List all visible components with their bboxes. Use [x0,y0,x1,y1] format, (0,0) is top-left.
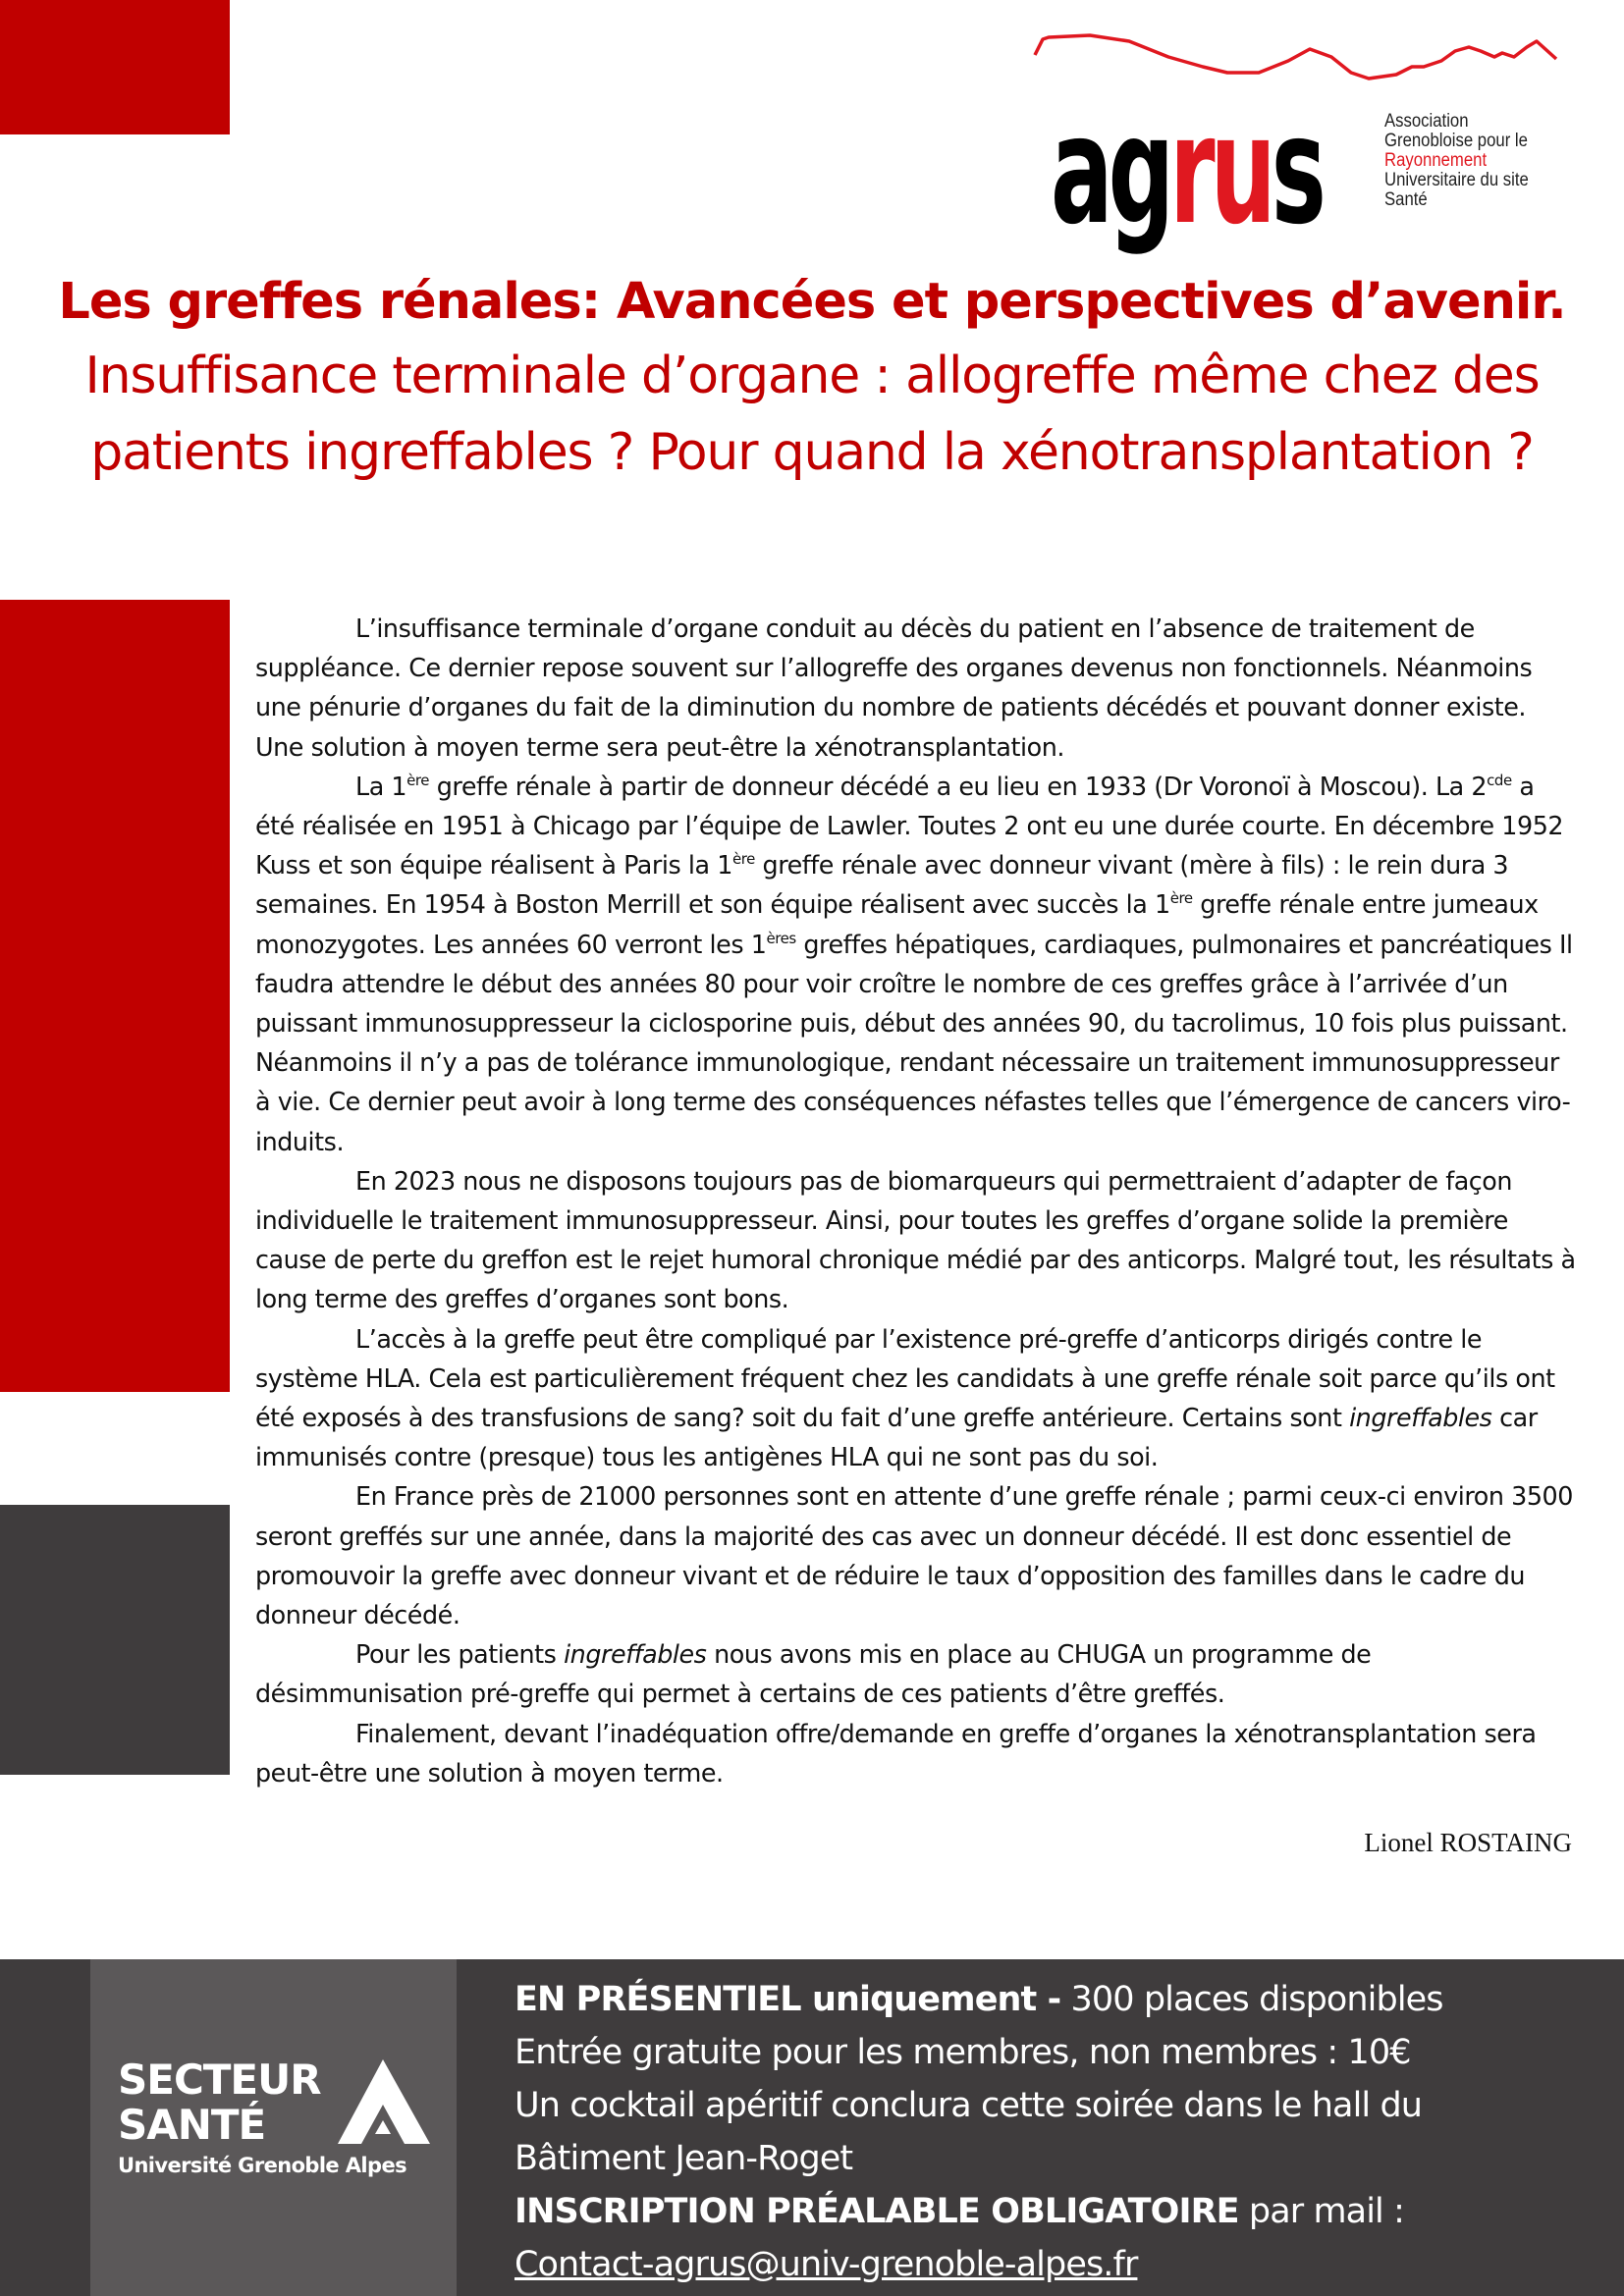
paragraph: En France près de 21000 personnes sont en attente d’une greffe rénale ; parmi ceux-ci environ 3500 seront greffés sur une année, dans la majorité des cas avec un donneur décédé. Il est donc essentiel de promouvoir la greffe avec donneur vivant et de réduire le taux d’opposition des familles dans le cadre du donneur décédé. [255,1481,1573,1630]
event-info-line: Bâtiment Jean-Roget [514,2139,853,2178]
logo-line: Rayonnement [1384,150,1488,171]
footer [0,1959,1624,2296]
paragraph: La 1ère greffe rénale à partir de donneur décédé a eu lieu en 1933 (Dr Voronoï à Moscou). La $2^{cde}$ a été réalisée en 1951 à Chicago par l’équipe de Lawler. Toutes 2 ont eu une durée courte. En décembre 1952 Kuss et son équipe réalisent à Paris la 1ère greffe rénale avec donneur vivant (mère à fils) : le rein dura 3 semaines. En 1954 à Boston Merrill et son équipe réalisent avec succès la 1ère greffe rénale entre jumeaux monozygotes. Les années 60 verront les 1ères greffes hépatiques, cardiaques, pulmonaires et pancréatiques Il faudra attendre le début des années 80 pour voir croître le nombre de ces greffes grâce à l’arrivée d’un puissant immunosuppresseur la ciclosporine puis, début des années 90, du tacrolimus, 10 fois plus puissant. Néanmoins il n’y a pas de tolérance immunologique, rendant nécessaire un traitement immunosuppresseur à vie. Ce dernier peut avoir à long terme des conséquences néfastes telles que l’émergence de cancers viro-induits. [255,771,1573,1156]
author-signature: Lionel ROSTAING [1364,1828,1572,1857]
decorative-red-bar-top [0,0,230,134]
agrus-logo [1031,27,1561,257]
paragraph: Pour les patients ingreffables nous avons mis en place au CHUGA un programme de désimmunisation pré-greffe qui permet à certains de ces patients d’être greffés. [255,1639,1372,1709]
page-title: Les greffes rénales: Avancées et perspectives d’avenir. [58,273,1566,331]
logo-word-ru: ru [1169,83,1272,257]
subtitle-line: patients ingreffables ? Pour quand la xénotransplantation ? [90,423,1534,482]
triangle-logo-icon [336,2057,434,2148]
university-name: Université Grenoble Alpes [118,2154,407,2177]
event-info-line: Un cocktail apéritif conclura cette soirée dans le hall du [514,2086,1423,2125]
event-info-line: Entrée gratuite pour les membres, non membres : 10€ [514,2033,1411,2072]
event-info [514,1973,1443,2291]
paragraph: L’insuffisance terminale d’organe conduit au décès du patient en l’absence de traitement de suppléance. Ce dernier repose souvent sur l’allogreffe des organes devenus non fonctionnels. Néanmoins une pénurie d’organes du fait de la diminution du nombre de patients décédés et pouvant donner existe. Une solution à moyen terme sera peut-être la xénotransplantation. [255,614,1533,762]
logo-line: Universitaire du site [1384,170,1529,190]
event-info-line: EN PRÉSENTIEL uniquement - 300 places disponibles [514,1980,1443,2019]
paragraph: En 2023 nous ne disposons toujours pas de biomarqueurs qui permettraient d’adapter de façon individuelle le traitement immunosuppresseur. Ainsi, pour toutes les greffes d’organe solide la première cause de perte du greffon est le rejet humoral chronique médié par des anticorps. Malgré tout, les résultats à long terme des greffes d’organes sont bons. [255,1165,1576,1314]
decorative-dark-bar [0,1505,230,1775]
subtitle-line: Insuffisance terminale d’organe : allogreffe même chez des [84,347,1540,405]
event-info-line: INSCRIPTION PRÉALABLE OBLIGATOIRE par mail : [514,2192,1405,2231]
page-subtitle [0,338,1624,491]
logo-wordmark [1051,83,1322,257]
logo-line: Association [1384,111,1469,132]
event-info-line [514,2238,1443,2291]
decorative-red-bar-middle [0,600,230,1392]
logo-association-name [1384,112,1529,210]
paragraph: L’accès à la greffe peut être compliqué par l’existence pré-greffe d’anticorps dirigés contre le système HLA. Cela est particulièrement fréquent chez les candidats à une greffe rénale soit parce qu’ils ont été exposés à des transfusions de sang? soit du fait d’une greffe antérieure. Certains sont ingreffables car immunisés contre (presque) tous les antigènes HLA qui ne sont pas du soi. [255,1323,1555,1472]
title-block [0,271,1624,491]
article-body [255,609,1579,1792]
logo-word-ag: ag [1051,83,1170,257]
paragraph: Finalement, devant l’inadéquation offre/demande en greffe d’organes la xénotransplantation sera peut-être une solution à moyen terme. [255,1718,1537,1788]
logo-line: Santé [1384,189,1428,210]
secteur-sante-wordmark: SECTEUR SANTÉ [118,2056,321,2149]
logo-word-s: s [1271,83,1322,257]
secteur-sante-logo [90,1959,457,2296]
email-link[interactable]: Contact-agrus@univ-grenoble-alpes.fr [514,2245,1138,2284]
logo-line: Grenobloise pour le [1384,131,1528,151]
